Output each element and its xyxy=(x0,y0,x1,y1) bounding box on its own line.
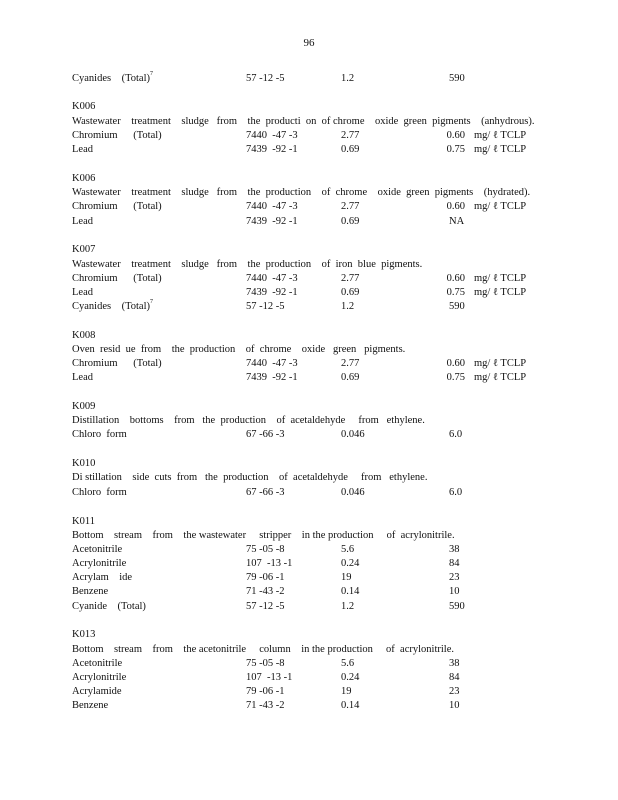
constituent-name: Acetonitrile xyxy=(72,658,123,669)
cas-number: 67 -66 -3 xyxy=(246,429,285,440)
table-row xyxy=(0,572,618,585)
constituent-name: Chloro form xyxy=(72,429,127,440)
nonwastewater-standard: 590 xyxy=(449,73,465,84)
wastewater-standard: 0.69 xyxy=(341,372,360,383)
constituent-name: Lead xyxy=(72,144,93,155)
constituent-name: Benzene xyxy=(72,586,109,597)
waste-code: K007 xyxy=(72,244,96,255)
wastewater-standard: 1.2 xyxy=(341,73,355,84)
waste-code: K006 xyxy=(72,173,96,184)
cas-number: 7440 -47 -3 xyxy=(246,130,298,141)
waste-code: K008 xyxy=(72,330,96,341)
constituent-name: Lead xyxy=(72,216,93,227)
wastewater-standard: 0.69 xyxy=(341,287,360,298)
table-row xyxy=(0,144,618,157)
unit: mg/ ℓ TCLP xyxy=(474,287,527,298)
cas-number: 7440 -47 -3 xyxy=(246,358,298,369)
table-row xyxy=(0,558,618,571)
nonwastewater-standard: 10 xyxy=(449,700,460,711)
nonwastewater-standard: 23 xyxy=(449,686,460,697)
table-row xyxy=(0,700,618,713)
waste-description: Di stillation side cuts from the production of acetaldehyde from ethylene. xyxy=(72,472,428,483)
nonwastewater-standard: 0.75 xyxy=(446,144,465,155)
table-row xyxy=(0,372,618,385)
constituent-name: Benzene xyxy=(72,700,109,711)
table-row xyxy=(0,130,618,143)
cas-number: 79 -06 -1 xyxy=(246,686,285,697)
wastewater-standard: 0.69 xyxy=(341,144,360,155)
cas-number: 57 -12 -5 xyxy=(246,73,285,84)
nonwastewater-standard: 6.0 xyxy=(449,487,463,498)
wastewater-standard: 19 xyxy=(341,572,352,583)
cas-number: 75 -05 -8 xyxy=(246,544,285,555)
table-row xyxy=(0,601,618,614)
unit: mg/ ℓ TCLP xyxy=(474,130,527,141)
wastewater-standard: 1.2 xyxy=(341,601,355,612)
constituent-name: Acetonitrile xyxy=(72,544,123,555)
table-row xyxy=(0,287,618,300)
wastewater-standard: 0.046 xyxy=(341,487,365,498)
waste-code: K013 xyxy=(72,629,96,640)
table-row xyxy=(0,273,618,286)
wastewater-standard: 2.77 xyxy=(341,273,360,284)
nonwastewater-standard: 6.0 xyxy=(449,429,463,440)
cas-number: 57 -12 -5 xyxy=(246,301,285,312)
cas-number: 67 -66 -3 xyxy=(246,487,285,498)
table-row xyxy=(0,658,618,671)
unit: mg/ ℓ TCLP xyxy=(474,358,527,369)
waste-description: Wastewater treatment sludge from the production of chrome oxide green pigments (hydrated). xyxy=(72,187,531,198)
wastewater-standard: 0.24 xyxy=(341,672,360,683)
nonwastewater-standard: 590 xyxy=(449,301,465,312)
nonwastewater-standard: 0.60 xyxy=(446,273,465,284)
footnote-mark: 7 xyxy=(150,299,153,305)
cas-number: 7439 -92 -1 xyxy=(246,287,298,298)
constituent-name: Chloro form xyxy=(72,487,127,498)
constituent-name: Cyanide (Total) xyxy=(72,601,146,612)
cas-number: 57 -12 -5 xyxy=(246,601,285,612)
table-row xyxy=(0,358,618,371)
constituent-name: Acrylamide xyxy=(72,686,122,697)
cas-number: 7439 -92 -1 xyxy=(246,144,298,155)
table-row xyxy=(0,73,618,86)
waste-description: Oven resid ue from the production of chrome oxide green pigments. xyxy=(72,344,406,355)
wastewater-standard: 0.69 xyxy=(341,216,360,227)
page-number: 96 xyxy=(303,37,315,49)
constituent-name: Lead xyxy=(72,287,93,298)
unit: mg/ ℓ TCLP xyxy=(474,273,527,284)
waste-code: K006 xyxy=(72,101,96,112)
wastewater-standard: 2.77 xyxy=(341,358,360,369)
wastewater-standard: 0.24 xyxy=(341,558,360,569)
constituent-name: Lead xyxy=(72,372,93,383)
wastewater-standard: 0.14 xyxy=(341,586,360,597)
table-row xyxy=(0,586,618,599)
unit: mg/ ℓ TCLP xyxy=(474,372,527,383)
waste-description: Distillation bottoms from the production of acetaldehyde from ethylene. xyxy=(72,415,425,426)
constituent-name: Chromium (Total) xyxy=(72,358,162,369)
constituent-name: Acrylonitrile xyxy=(72,672,127,683)
cas-number: 107 -13 -1 xyxy=(246,672,293,683)
wastewater-standard: 1.2 xyxy=(341,301,355,312)
table-row xyxy=(0,429,618,442)
constituent-name: Acrylonitrile xyxy=(72,558,127,569)
cas-number: 75 -05 -8 xyxy=(246,658,285,669)
nonwastewater-standard: 0.75 xyxy=(446,287,465,298)
waste-description: Bottom stream from the acetonitrile column in the production of acrylonitrile. xyxy=(72,644,454,655)
table-row xyxy=(0,301,618,314)
nonwastewater-standard: 84 xyxy=(449,558,460,569)
constituent-name: Cyanides (Total)$^7$ xyxy=(72,299,153,312)
constituent-name: Cyanides (Total)$^7$ xyxy=(72,71,153,84)
wastewater-standard: 0.046 xyxy=(341,429,365,440)
table-row xyxy=(0,544,618,557)
cas-number: 71 -43 -2 xyxy=(246,586,285,597)
wastewater-standard: 2.77 xyxy=(341,130,360,141)
nonwastewater-standard: NA xyxy=(449,216,465,227)
table-row xyxy=(0,672,618,685)
wastewater-standard: 5.6 xyxy=(341,544,355,555)
table-row xyxy=(0,686,618,699)
cas-number: 7439 -92 -1 xyxy=(246,372,298,383)
nonwastewater-standard: 590 xyxy=(449,601,465,612)
footnote-mark: 7 xyxy=(150,71,153,77)
wastewater-standard: 0.14 xyxy=(341,700,360,711)
cas-number: 7439 -92 -1 xyxy=(246,216,298,227)
wastewater-standard: 19 xyxy=(341,686,352,697)
nonwastewater-standard: 84 xyxy=(449,672,460,683)
waste-description: Wastewater treatment sludge from the production of iron blue pigments. xyxy=(72,259,423,270)
nonwastewater-standard: 0.75 xyxy=(446,372,465,383)
waste-code: K010 xyxy=(72,458,96,469)
nonwastewater-standard: 0.60 xyxy=(446,201,465,212)
constituent-name: Chromium (Total) xyxy=(72,273,162,284)
unit: mg/ ℓ TCLP xyxy=(474,201,527,212)
waste-code: K011 xyxy=(72,516,95,527)
nonwastewater-standard: 0.60 xyxy=(446,130,465,141)
nonwastewater-standard: 38 xyxy=(449,658,460,669)
constituent-name: Acrylam ide xyxy=(72,572,133,583)
unit: mg/ ℓ TCLP xyxy=(474,144,527,155)
table-row xyxy=(0,201,618,214)
waste-code: K009 xyxy=(72,401,96,412)
waste-description: Bottom stream from the wastewater stripper in the production of acrylonitrile. xyxy=(72,530,455,541)
cas-number: 71 -43 -2 xyxy=(246,700,285,711)
waste-description: Wastewater treatment sludge from the producti on of chrome oxide green pigments (anhydrous). xyxy=(72,116,535,127)
cas-number: 7440 -47 -3 xyxy=(246,273,298,284)
cas-number: 7440 -47 -3 xyxy=(246,201,298,212)
nonwastewater-standard: 23 xyxy=(449,572,460,583)
constituent-name: Chromium (Total) xyxy=(72,130,162,141)
constituent-name: Chromium (Total) xyxy=(72,201,162,212)
cas-number: 107 -13 -1 xyxy=(246,558,293,569)
nonwastewater-standard: 38 xyxy=(449,544,460,555)
table-row xyxy=(0,216,618,229)
nonwastewater-standard: 0.60 xyxy=(446,358,465,369)
nonwastewater-standard: 10 xyxy=(449,586,460,597)
cas-number: 79 -06 -1 xyxy=(246,572,285,583)
table-row xyxy=(0,487,618,500)
wastewater-standard: 2.77 xyxy=(341,201,360,212)
wastewater-standard: 5.6 xyxy=(341,658,355,669)
